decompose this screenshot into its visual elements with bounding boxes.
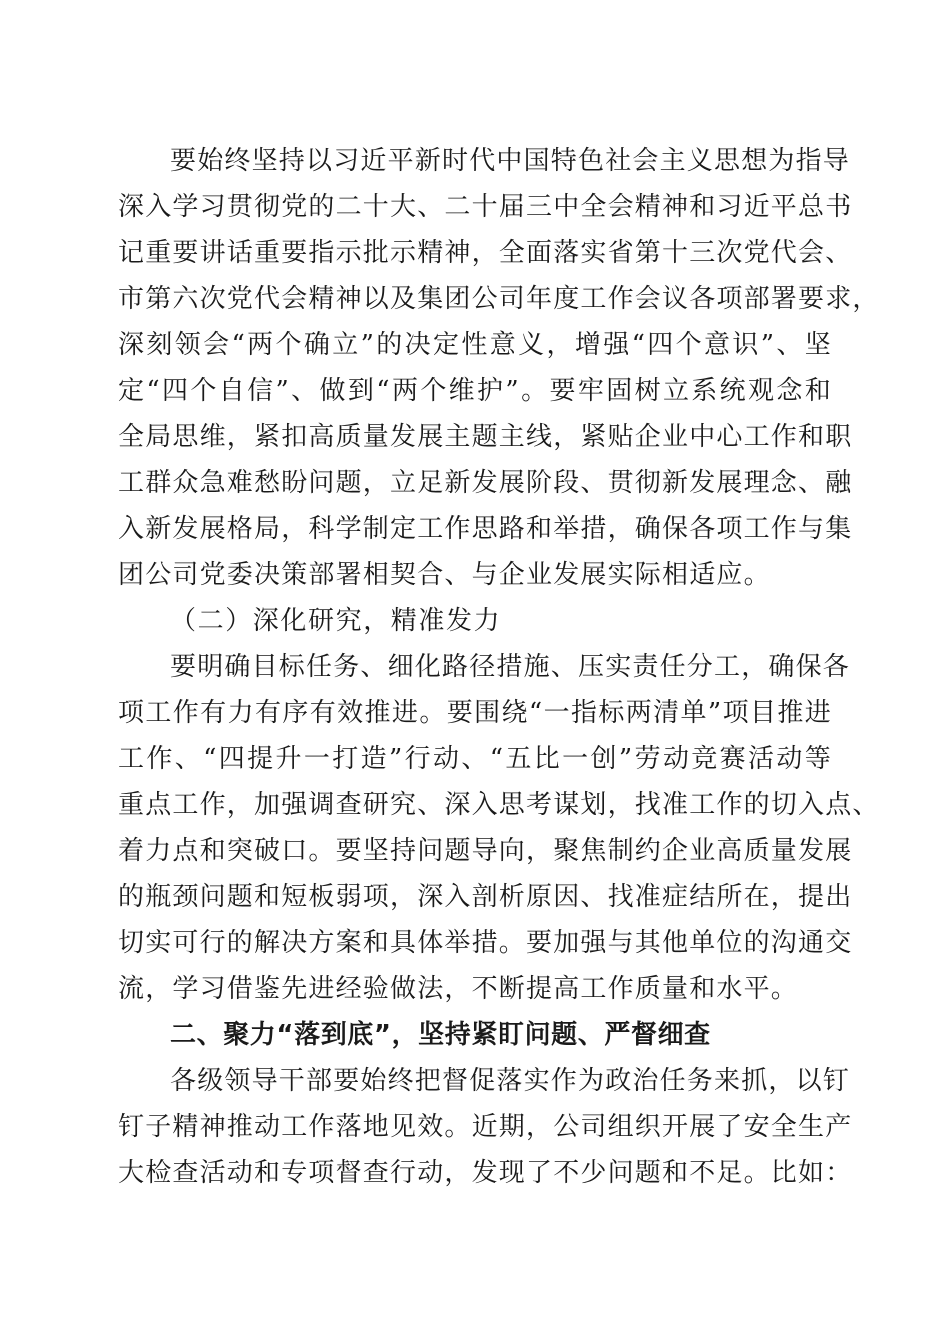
text-line: 定“四个自信”、做到“两个维护”。要牢固树立系统观念和 — [118, 376, 832, 406]
paragraph-targets-tasks — [118, 644, 880, 1012]
paragraph-guiding-thought — [118, 138, 880, 598]
text-line: 深刻领会“两个确立”的决定性意义，增强“四个意识”、坚 — [118, 330, 832, 360]
text-line: 全局思维，紧扣高质量发展主题主线，紧贴企业中心工作和职 — [118, 422, 853, 452]
text-line: 各级领导干部要始终把督促落实作为政治任务来抓，以钉 — [170, 1066, 851, 1096]
text-line: 要始终坚持以习近平新时代中国特色社会主义思想为指导 — [170, 146, 851, 176]
text-line: 入新发展格局，科学制定工作思路和举措，确保各项工作与集 — [118, 514, 853, 544]
text-line: 市第六次党代会精神以及集团公司年度工作会议各项部署要求， — [118, 284, 880, 314]
text-line: 着力点和突破口。要坚持问题导向，聚焦制约企业高质量发展 — [118, 836, 853, 866]
text-line: 重点工作，加强调查研究、深入思考谋划，找准工作的切入点、 — [118, 790, 880, 820]
text-line: 要明确目标任务、细化路径措施、压实责任分工，确保各 — [170, 652, 851, 682]
text-line: 工作、“四提升一打造”行动、“五比一创”劳动竞赛活动等 — [118, 744, 832, 774]
text-line: 团公司党委决策部署相契合、与企业发展实际相适应。 — [118, 560, 771, 590]
subheading-deepen-research: （二）深化研究，精准发力 — [170, 606, 502, 636]
text-line: 切实可行的解决方案和具体举措。要加强与其他单位的沟通交 — [118, 928, 853, 958]
text-line: 钉子精神推动工作落地见效。近期，公司组织开展了安全生产 — [118, 1112, 853, 1142]
text-line: 工群众急难愁盼问题，立足新发展阶段、贯彻新发展理念、融 — [118, 468, 853, 498]
text-line: 项工作有力有序有效推进。要围绕“一指标两清单”项目推进 — [118, 698, 832, 728]
text-line: 的瓶颈问题和短板弱项，深入剖析原因、找准症结所在，提出 — [118, 882, 853, 912]
text-line: 大检查活动和专项督查行动，发现了不少问题和不足。比如： — [118, 1158, 853, 1188]
paragraph-supervision — [118, 1058, 853, 1196]
text-line: 流，学习借鉴先进经验做法，不断提高工作质量和水平。 — [118, 974, 799, 1004]
text-line: 记重要讲话重要指示批示精神，全面落实省第十三次党代会、 — [118, 238, 853, 268]
section-heading-supervision: 二、聚力“落到底”，坚持紧盯问题、严督细查 — [170, 1020, 711, 1050]
document-body — [118, 138, 880, 1196]
text-line: 深入学习贯彻党的二十大、二十届三中全会精神和习近平总书 — [118, 192, 853, 222]
